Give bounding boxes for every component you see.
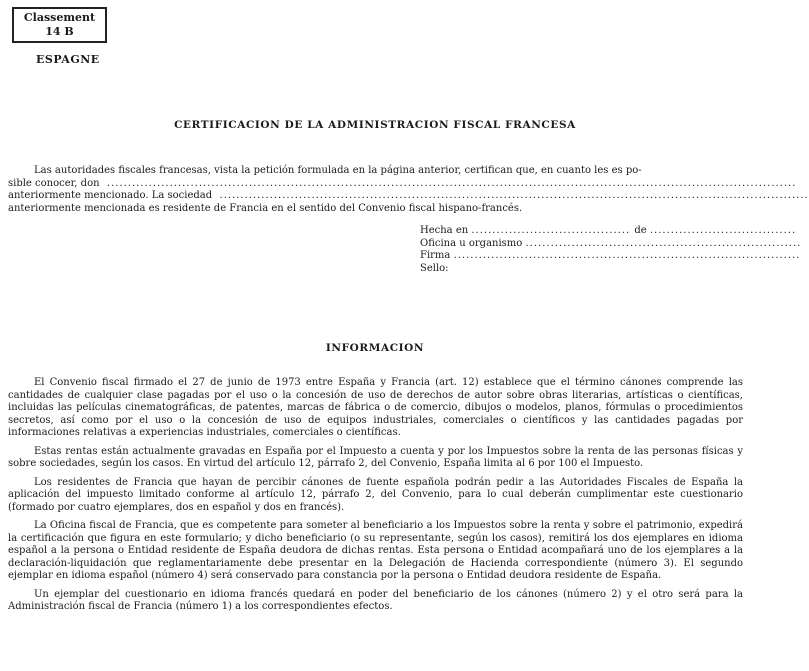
firma-label: Firma [420,250,451,261]
field-firma[interactable]: Firma ................................................................................... [420,250,801,261]
signature-block [420,225,802,275]
classification-box [12,7,107,43]
informacion-body [8,377,743,614]
certification-title: CERTIFICACION DE LA ADMINISTRACION FISCAL FRANCESA [174,119,576,131]
field-don[interactable] [8,177,797,191]
info-paragraph-1: El Convenio fiscal firmado el 27 de junio de 1973 entre España y Francia (art. 12) establece que el término cánones comprende las cantidades de cualquier clase pagadas por el uso o la concesión de uso de derechos de autor sobre obras literarias, artísticas o científicas, incluidas las películas cinematográficas, de patentes, marcas de fábrica o de comercio, dibujos o modelos, planos, fórmulas o procedimientos secretos, así como por el uso o la concesión de uso de equipos industriales, comerciales o científicos y las cantidades pagadas por informaciones relativas a experiencias industriales, comerciales o científicas. [8,377,743,438]
info-paragraph-5: Un ejemplar del cuestionario en idioma francés quedará en poder del beneficiario de los cánones (número 2) y el otro será para la Administración fiscal de Francia (número 1) a los correspondientes efectos. [8,588,743,612]
hecha-en-label: Hecha en [420,225,469,236]
certification-body [8,165,809,215]
field-sociedad[interactable] [8,190,809,203]
info-paragraph-3: Los residentes de Francia que hayan de percibir cánones de fuente española podrán pedir a las Autoridades Fiscales de España la aplicación del impuesto limitado conforme al artículo 12, párrafo 2, del Convenio, para lo cual deberán cumplimentar este cuestionario (formado por cuatro ejemplares, dos en español y dos en francés). [8,476,743,513]
field-don-label: sible conocer, don [8,177,100,189]
certification-statement: anteriormente mencionada es residente de Francia en el sentido del Convenio fiscal hispano-francés. [8,202,523,214]
info-paragraph-2: Estas rentas están actualmente gravadas en España por el Impuesto a cuenta y por los Impuestos sobre la renta de las personas físicas y sobre sociedades, según los casos. En virtud del artículo 12, párrafo 2, del Convenio, España limita al 6 por 100 el Impuesto. [8,445,743,469]
field-hecha-en[interactable]: Hecha en ...................................... de ................................... [420,225,797,236]
informacion-title: INFORMACION [325,342,425,354]
field-don-dots: ..................................................................................................................................................................... [102,177,797,189]
certification-intro: Las autoridades fiscales francesas, vista la petición formulada en la página anterior, certifican que, en cuanto les es po- [34,165,642,176]
de-label: de [634,225,647,236]
field-sociedad-label: anteriormente mencionado. La sociedad [8,190,213,201]
classification-label: Classement [23,11,96,24]
field-sociedad-dots: ............................................................................................................................................. [215,190,809,201]
classification-code: 14 B [45,25,74,38]
field-oficina[interactable]: Oficina u organismo .................................................................. [420,237,802,249]
info-paragraph-4: La Oficina fiscal de Francia, que es competente para someter al beneficiario a los Impuestos sobre la renta y sobre el patrimonio, expedirá la certificación que figura en este formulario; y dicho beneficiario (o su representante, según los casos), remitirá los dos ejemplares en idioma español a la persona o Entidad residente de España deudora de dichas rentas. Esta persona o Entidad acompañará uno de los ejemplares a la declaración-liquidación que reglamentariamente debe presentar en la Delegación de Hacienda correspondiente (número 3). El segundo ejemplar en idioma español (número 4) será conservado para constancia por la persona o Entidad deudora residente de España. [8,520,743,581]
field-sello: Sello: [420,262,449,274]
country-label: ESPAGNE [36,53,100,66]
oficina-label: Oficina u organismo [420,237,523,249]
